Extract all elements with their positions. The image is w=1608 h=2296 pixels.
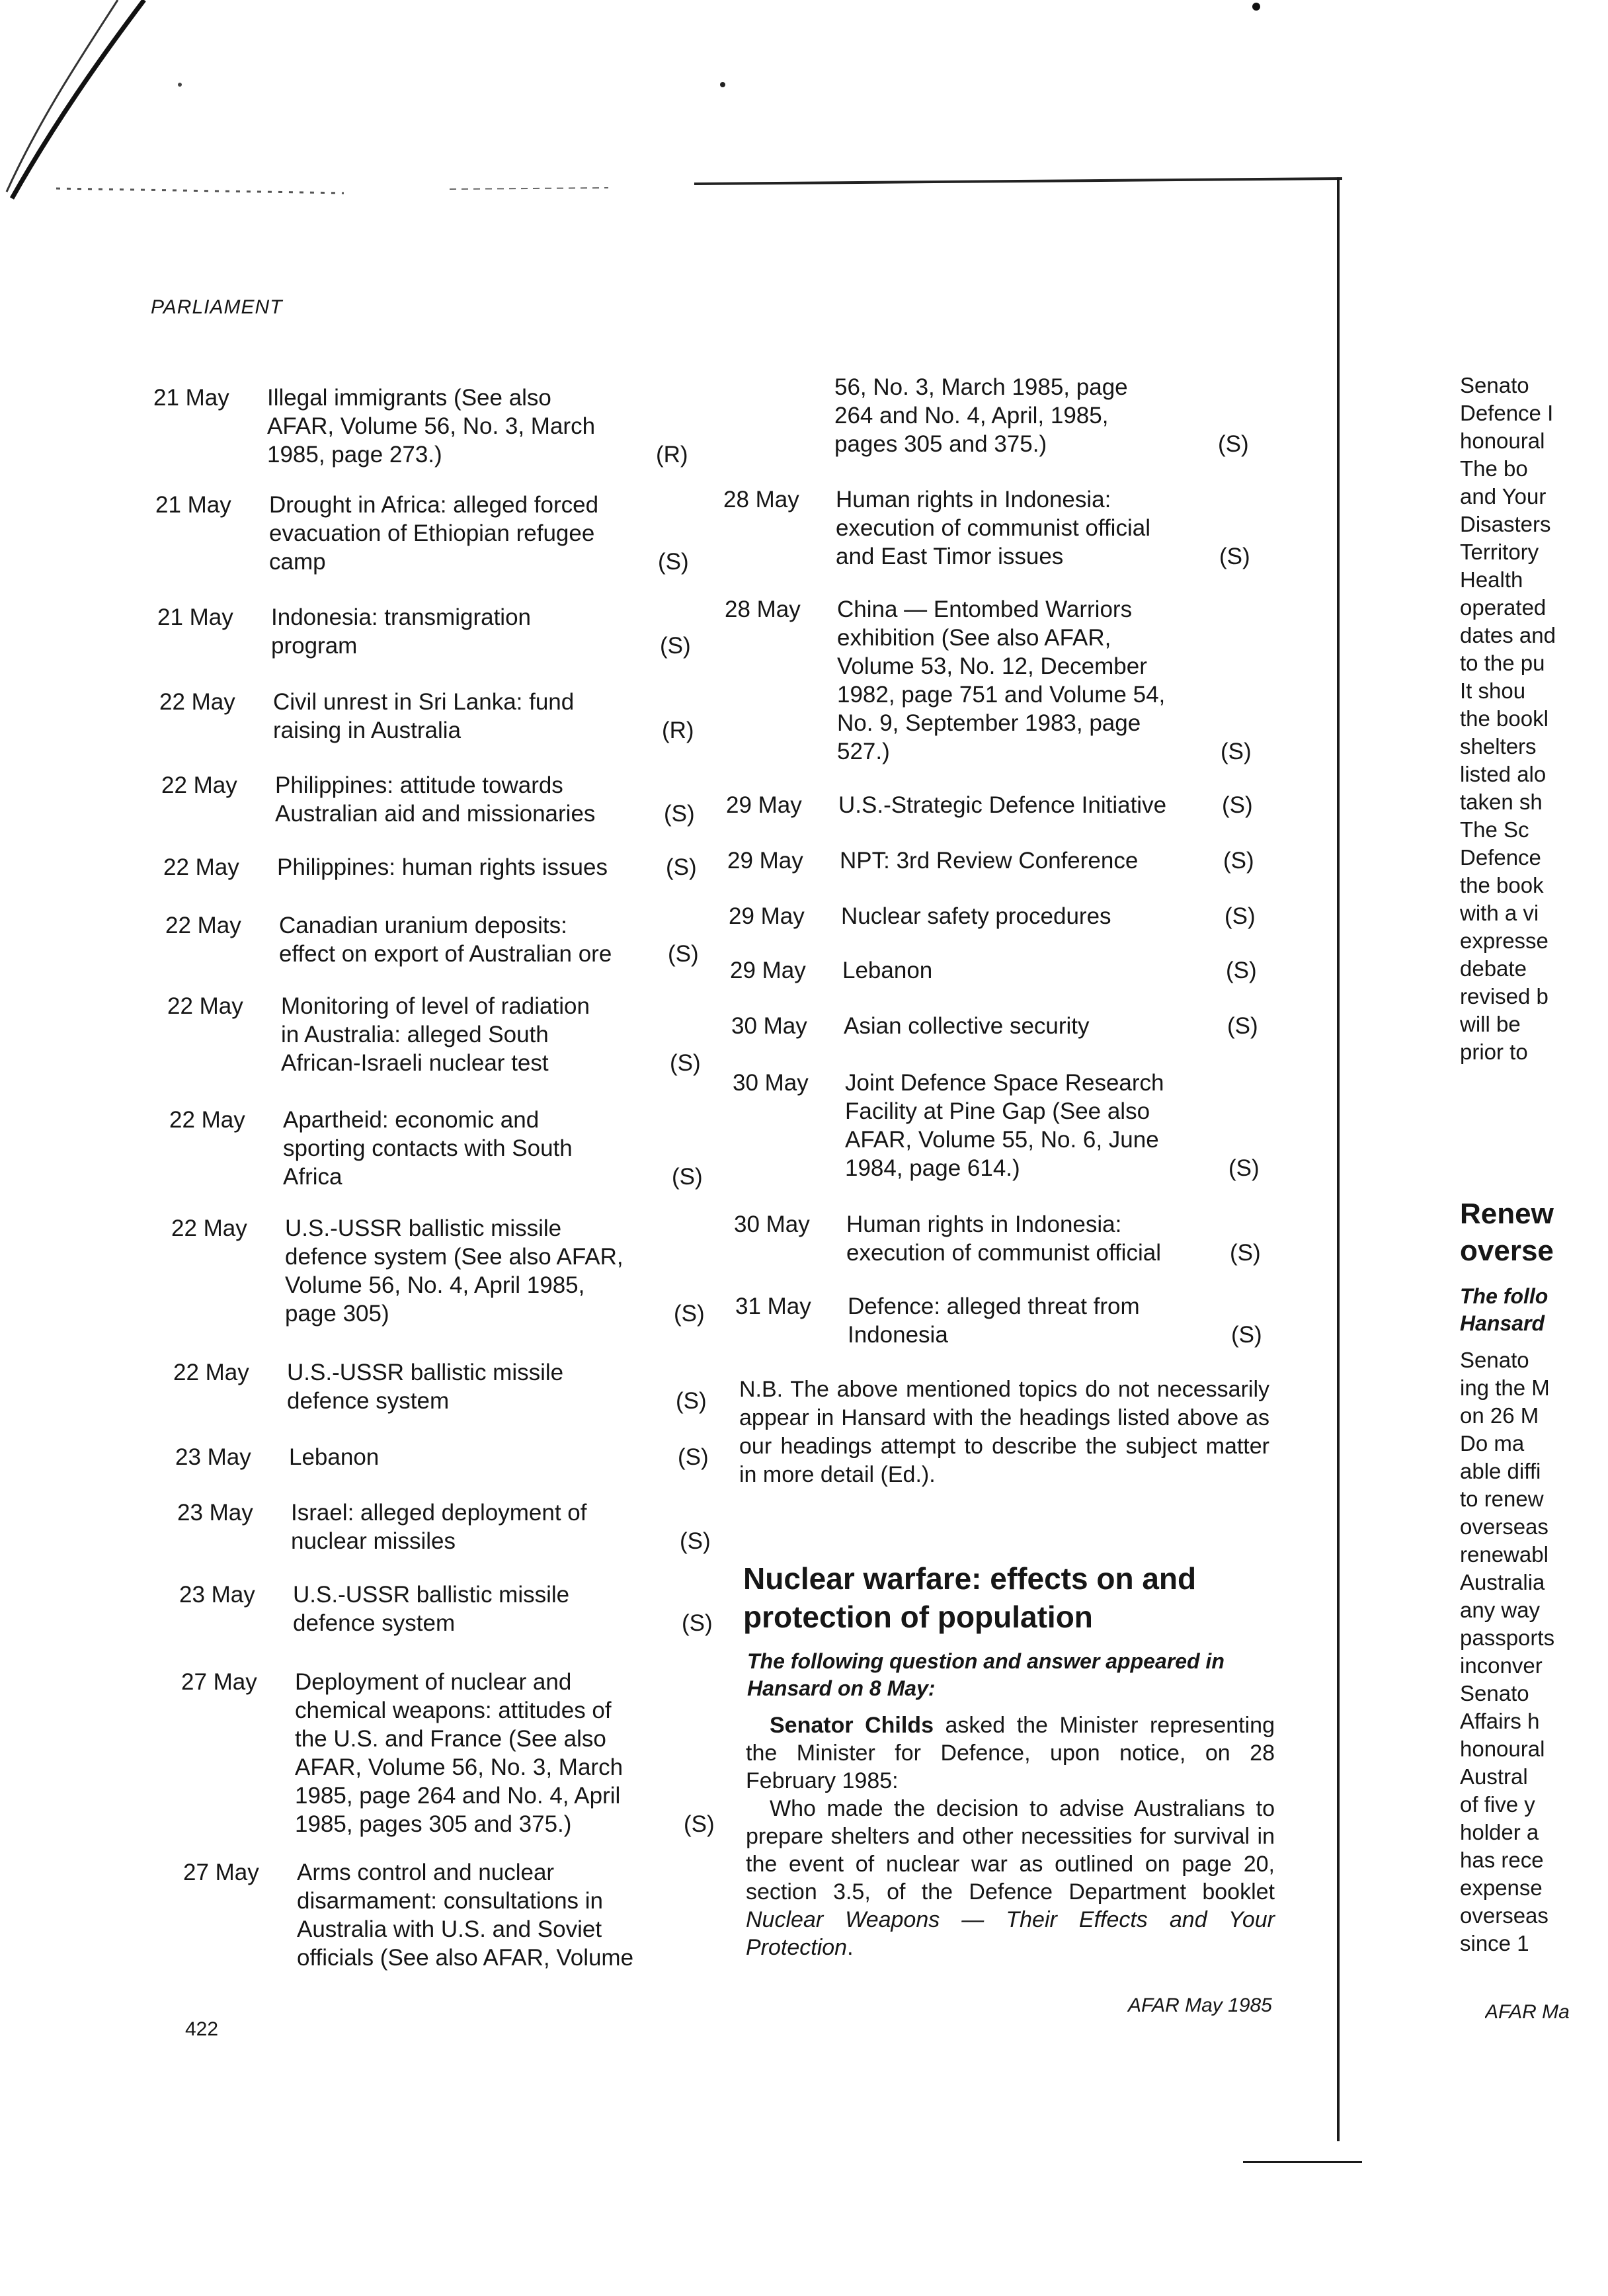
entry-topic — [297, 1858, 674, 1972]
speaker-name: Senator Childs — [770, 1713, 934, 1738]
topic-entry — [730, 956, 1285, 985]
entry-date: 29 May — [730, 958, 806, 983]
entry-topic — [841, 902, 1238, 930]
next-intro-line-1: The follo — [1460, 1284, 1548, 1308]
topic-line: 527.) — [837, 739, 890, 764]
entry-topic — [845, 1069, 1242, 1182]
entry-date: 21 May — [153, 385, 229, 411]
intro-line-1: The following question and answer appeared in — [747, 1649, 1225, 1673]
next-page-headline — [1460, 1196, 1608, 1270]
next-page-line: expresse — [1460, 928, 1548, 953]
topic-line: officials (See also AFAR, Volume — [297, 1945, 634, 1971]
scan-artifact-marks — [0, 0, 1608, 238]
next-page-line: any way — [1460, 1598, 1541, 1622]
next-page-line: taken sh — [1460, 790, 1543, 814]
entry-date: 28 May — [725, 596, 801, 622]
topic-entry — [157, 603, 726, 660]
entry-source-code: (S) — [1226, 958, 1257, 983]
entry-date: 30 May — [733, 1070, 809, 1096]
topic-line: execution of communist official — [846, 1240, 1161, 1266]
next-page-line: revised b — [1460, 984, 1548, 1008]
entry-date: 31 May — [735, 1293, 811, 1319]
next-page-line: Senato — [1460, 1348, 1529, 1372]
topic-entry — [173, 1358, 742, 1415]
next-page-line: expense — [1460, 1875, 1543, 1900]
entry-date: 29 May — [726, 792, 802, 818]
entry-date: 22 May — [163, 854, 239, 880]
topic-line: 1985, pages 305 and 375.) — [295, 1811, 572, 1837]
entry-source-code: (S) — [1227, 1013, 1258, 1039]
entry-date: 30 May — [734, 1211, 810, 1237]
entry-topic — [279, 911, 656, 968]
entry-source-code: (S) — [664, 801, 695, 827]
next-page-line: The bo — [1460, 456, 1528, 481]
topic-line: AFAR, Volume 56, No. 3, March — [295, 1754, 623, 1780]
entry-topic — [834, 373, 1231, 458]
next-page-line: operated — [1460, 595, 1547, 620]
entry-topic — [838, 791, 1235, 819]
next-page-line: Austral — [1460, 1764, 1528, 1789]
footer-journal: AFAR May 1985 — [1128, 1994, 1272, 2016]
topic-line: Indonesia — [848, 1322, 948, 1348]
next-page-line: Do ma — [1460, 1431, 1525, 1456]
footer-journal-next-page: AFAR Ma — [1485, 2001, 1570, 2023]
next-page-line: holder a — [1460, 1820, 1539, 1844]
next-page-line: ing the M — [1460, 1375, 1550, 1400]
topic-entry — [726, 791, 1281, 819]
entry-date: 23 May — [177, 1500, 253, 1526]
next-page-line: since 1 — [1460, 1931, 1529, 1955]
topic-entry — [727, 846, 1283, 875]
topic-line: 1985, page 264 and No. 4, April — [295, 1783, 621, 1809]
topic-line: Civil unrest in Sri Lanka: fund — [273, 689, 575, 715]
topic-entry — [171, 1214, 740, 1328]
entry-topic — [846, 1210, 1243, 1267]
topic-line: Joint Defence Space Research — [845, 1070, 1164, 1096]
topic-line: 1982, page 751 and Volume 54, — [837, 682, 1166, 708]
entry-date: 22 May — [169, 1107, 245, 1133]
topic-line: 56, No. 3, March 1985, page — [834, 374, 1128, 400]
topic-line: Nuclear safety procedures — [841, 903, 1111, 929]
topic-line: AFAR, Volume 56, No. 3, March — [267, 413, 596, 439]
topic-entry — [722, 373, 1277, 458]
next-headline-line-1: Renew — [1460, 1198, 1554, 1230]
entry-source-code: (S) — [1228, 1155, 1260, 1181]
topic-line: defence system — [287, 1388, 450, 1414]
topic-entry — [733, 1069, 1288, 1182]
entry-date: 29 May — [727, 848, 803, 874]
topic-line: 264 and No. 4, April, 1985, — [834, 403, 1109, 429]
entry-date: 29 May — [729, 903, 805, 929]
entry-source-code: (S) — [658, 549, 689, 575]
topic-entry — [729, 902, 1284, 930]
topic-line: Australia with U.S. and Soviet — [297, 1916, 602, 1942]
next-page-line: on 26 M — [1460, 1403, 1539, 1428]
entry-source-code: (S) — [1221, 739, 1252, 764]
topic-line: Africa — [283, 1164, 342, 1190]
topic-line: Facility at Pine Gap (See also — [845, 1098, 1150, 1124]
next-page-line: shelters — [1460, 734, 1537, 758]
topic-line: the U.S. and France (See also — [295, 1726, 606, 1752]
topic-line: and East Timor issues — [836, 544, 1064, 569]
entry-source-code: (S) — [672, 1164, 703, 1190]
topic-line: U.S.-USSR ballistic missile — [285, 1215, 562, 1241]
next-page-line: honoural — [1460, 1737, 1545, 1761]
topic-line: exhibition (See also AFAR, — [837, 625, 1111, 651]
next-page-line: overseas — [1460, 1514, 1548, 1539]
article-paragraph-body — [746, 1795, 1275, 1961]
entry-source-code: (S) — [666, 854, 697, 880]
next-page-line: passports — [1460, 1625, 1555, 1650]
next-page-line: has rece — [1460, 1848, 1544, 1872]
entry-source-code: (S) — [1225, 903, 1256, 929]
entry-topic — [273, 688, 650, 745]
topic-line: Philippines: attitude towards — [275, 772, 563, 798]
topic-line: China — Entombed Warriors — [837, 596, 1133, 622]
entry-topic — [269, 491, 646, 576]
next-page-line: Affairs h — [1460, 1709, 1540, 1733]
entry-topic — [275, 771, 652, 828]
entry-topic — [842, 956, 1239, 985]
topic-line: Asian collective security — [844, 1013, 1090, 1039]
topic-line: pages 305 and 375.) — [834, 431, 1047, 457]
topic-line: Drought in Africa: alleged forced — [269, 492, 599, 518]
topic-line: execution of communist official — [836, 515, 1150, 541]
next-page-line: dates and — [1460, 623, 1556, 647]
article-intro — [747, 1648, 1276, 1702]
entry-date: 22 May — [167, 993, 243, 1019]
body-end: . — [847, 1935, 854, 1960]
topic-line: Apartheid: economic and — [283, 1107, 540, 1133]
topic-line: Defence: alleged threat from — [848, 1293, 1140, 1319]
page-number: 422 — [185, 2018, 219, 2040]
topic-entry — [181, 1668, 750, 1838]
entry-topic — [283, 1106, 660, 1191]
next-page-line: The Sc — [1460, 817, 1529, 842]
topic-line: chemical weapons: attitudes of — [295, 1698, 612, 1723]
topic-line: No. 9, September 1983, page — [837, 710, 1141, 736]
next-page-line: able diffi — [1460, 1459, 1541, 1483]
topic-entry — [161, 771, 730, 828]
topic-entry — [179, 1580, 748, 1637]
entry-date: 22 May — [165, 913, 241, 938]
topic-entry — [153, 384, 722, 469]
entry-source-code: (S) — [678, 1444, 709, 1470]
entry-topic — [285, 1214, 662, 1328]
entry-source-code: (S) — [660, 633, 691, 659]
topic-entry — [175, 1443, 744, 1471]
next-page-line: overseas — [1460, 1903, 1548, 1928]
next-page-line: and Your — [1460, 484, 1547, 509]
entry-topic — [287, 1358, 664, 1415]
entry-date: 22 May — [161, 772, 237, 798]
topic-entry — [183, 1858, 752, 1972]
entry-topic — [271, 603, 648, 660]
next-page-line: inconver — [1460, 1653, 1543, 1678]
next-page-line: honoural — [1460, 429, 1545, 453]
entry-source-code: (S) — [1219, 544, 1250, 569]
topic-line: Israel: alleged deployment of — [291, 1500, 587, 1526]
topic-line: sporting contacts with South — [283, 1135, 573, 1161]
next-page-line: to renew — [1460, 1487, 1544, 1511]
next-page-line: prior to — [1460, 1040, 1528, 1064]
booklet-title: Nuclear Weapons — Their Effects and Your Protection — [746, 1907, 1275, 1960]
headline-line-1: Nuclear warfare: effects on and — [743, 1561, 1197, 1596]
entry-date: 21 May — [155, 492, 231, 518]
entry-topic — [289, 1443, 666, 1471]
entry-topic — [293, 1580, 670, 1637]
page-edge-bottom — [1243, 2161, 1362, 2163]
topic-line: Human rights in Indonesia: — [846, 1211, 1122, 1237]
entry-date: 28 May — [723, 487, 799, 512]
next-headline-line-2: overse — [1460, 1235, 1554, 1267]
page-edge-line — [1337, 177, 1340, 2141]
entry-source-code: (S) — [1231, 1322, 1262, 1348]
next-page-line: renewabl — [1460, 1542, 1548, 1567]
entry-topic — [281, 992, 658, 1077]
entry-date: 27 May — [181, 1669, 257, 1695]
entry-source-code: (S) — [676, 1388, 707, 1414]
topic-line: Volume 56, No. 4, April 1985, — [285, 1272, 585, 1298]
entry-date: 22 May — [171, 1215, 247, 1241]
entry-source-code: (R) — [656, 442, 688, 468]
topic-line: 1985, page 273.) — [267, 442, 442, 468]
topic-line: Indonesia: transmigration — [271, 604, 531, 630]
topic-line: defence system (See also AFAR, — [285, 1244, 623, 1270]
topic-line: Lebanon — [289, 1444, 380, 1470]
topic-entry — [155, 491, 724, 576]
topic-line: Monitoring of level of radiation — [281, 993, 590, 1019]
topic-line: Volume 53, No. 12, December — [837, 653, 1147, 679]
topic-line: 1984, page 614.) — [845, 1155, 1020, 1181]
topic-entry — [177, 1498, 746, 1555]
article-headline — [743, 1559, 1285, 1636]
next-page-intro — [1460, 1283, 1608, 1337]
topic-entry — [167, 992, 736, 1077]
topic-line: program — [271, 633, 358, 659]
topic-entry — [159, 688, 728, 745]
topic-line: defence system — [293, 1610, 456, 1636]
entry-topic — [844, 1012, 1240, 1040]
topic-line: AFAR, Volume 55, No. 6, June — [845, 1127, 1159, 1153]
article-paragraph-question — [746, 1711, 1275, 1795]
entry-source-code: (S) — [668, 941, 699, 967]
next-page-line: Defence — [1460, 845, 1541, 870]
topic-entry — [725, 595, 1280, 766]
next-page-line: Senato — [1460, 373, 1529, 397]
topic-line: in Australia: alleged South — [281, 1022, 549, 1047]
intro-line-2: Hansard on 8 May: — [747, 1676, 936, 1700]
entry-date: 27 May — [183, 1860, 259, 1885]
topic-line: camp — [269, 549, 326, 575]
next-page-line: to the pu — [1460, 651, 1545, 675]
topic-line: NPT: 3rd Review Conference — [840, 848, 1139, 874]
topic-entry — [723, 485, 1279, 571]
entry-date: 23 May — [179, 1582, 255, 1608]
topic-entry — [163, 853, 732, 882]
entry-topic — [836, 485, 1232, 571]
entry-source-code: (S) — [670, 1050, 701, 1076]
entry-topic — [295, 1668, 672, 1838]
topic-line: U.S.-USSR ballistic missile — [287, 1360, 564, 1385]
running-head: PARLIAMENT — [151, 296, 283, 318]
next-page-line: with a vi — [1460, 901, 1539, 925]
topic-entry — [165, 911, 734, 968]
next-page-line: will be — [1460, 1012, 1521, 1036]
topic-line: Human rights in Indonesia: — [836, 487, 1111, 512]
entry-source-code: (S) — [1230, 1240, 1261, 1266]
editor-note: N.B. The above mentioned topics do not necessarily appear in Hansard with the headings listed above as our headings attempt to describe the subject matter in more detail (Ed.). — [739, 1377, 1269, 1487]
topic-line: Deployment of nuclear and — [295, 1669, 572, 1695]
next-page-line: Health — [1460, 567, 1523, 592]
entry-topic — [837, 595, 1234, 766]
next-page-line: Senato — [1460, 1681, 1529, 1705]
entry-date: 22 May — [173, 1360, 249, 1385]
topic-line: disarmament: consultations in — [297, 1888, 603, 1914]
headline-line-2: protection of population — [743, 1600, 1093, 1634]
topic-line: Canadian uranium deposits: — [279, 913, 567, 938]
entry-source-code: (S) — [674, 1301, 705, 1327]
topic-entry — [735, 1292, 1291, 1349]
topic-line: U.S.-USSR ballistic missile — [293, 1582, 570, 1608]
topic-line: Arms control and nuclear — [297, 1860, 555, 1885]
entry-source-code: (S) — [680, 1528, 711, 1554]
next-intro-line-2: Hansard — [1460, 1311, 1545, 1335]
entry-source-code: (R) — [662, 718, 694, 743]
topic-line: Philippines: human rights issues — [277, 854, 608, 880]
next-page-line: Territory — [1460, 540, 1539, 564]
entry-source-code: (S) — [684, 1811, 715, 1837]
entry-date: 21 May — [157, 604, 233, 630]
next-page-line: Australia — [1460, 1570, 1545, 1594]
topic-line: Australian aid and missionaries — [275, 801, 596, 827]
topic-line: effect on export of Australian ore — [279, 941, 612, 967]
next-page-line: debate — [1460, 956, 1527, 981]
topic-line: raising in Australia — [273, 718, 462, 743]
topic-entry — [734, 1210, 1289, 1267]
topic-line: evacuation of Ethiopian refugee — [269, 520, 595, 546]
body-text: Who made the decision to advise Australians to prepare shelters and other necessities for survival in the event of nuclear war as outlined on page 20, section 3.5, of the Defence Department booklet — [746, 1796, 1275, 1905]
entry-topic — [267, 384, 644, 469]
entry-source-code: (S) — [1222, 792, 1253, 818]
topic-line: Lebanon — [842, 958, 933, 983]
entry-source-code: (S) — [1218, 431, 1249, 457]
topic-line: U.S.-Strategic Defence Initiative — [838, 792, 1167, 818]
next-page-line: of five y — [1460, 1792, 1535, 1817]
topic-line: Illegal immigrants (See also — [267, 385, 551, 411]
entry-date: 30 May — [731, 1013, 807, 1039]
topic-line: African-Israeli nuclear test — [281, 1050, 549, 1076]
next-page-line: It shou — [1460, 678, 1526, 703]
entry-date: 22 May — [159, 689, 235, 715]
entry-source-code: (S) — [682, 1610, 713, 1636]
next-page-line: Disasters — [1460, 512, 1551, 536]
entry-topic — [291, 1498, 668, 1555]
entry-topic — [848, 1292, 1244, 1349]
next-page-line: the book — [1460, 873, 1544, 897]
topic-line: page 305) — [285, 1301, 389, 1327]
next-page-line: Defence I — [1460, 401, 1554, 425]
entry-date: 23 May — [175, 1444, 251, 1470]
next-page-line: listed alo — [1460, 762, 1547, 786]
entry-topic — [840, 846, 1236, 875]
question-text: asked the Minister representing the Minister for Defence, upon notice, on 28 February 1985: — [746, 1713, 1275, 1793]
topic-entry — [731, 1012, 1287, 1040]
entry-source-code: (S) — [1223, 848, 1254, 874]
next-page-line: the bookl — [1460, 706, 1548, 731]
topic-entry — [169, 1106, 738, 1191]
topic-line: nuclear missiles — [291, 1528, 456, 1554]
entry-topic — [277, 853, 654, 882]
